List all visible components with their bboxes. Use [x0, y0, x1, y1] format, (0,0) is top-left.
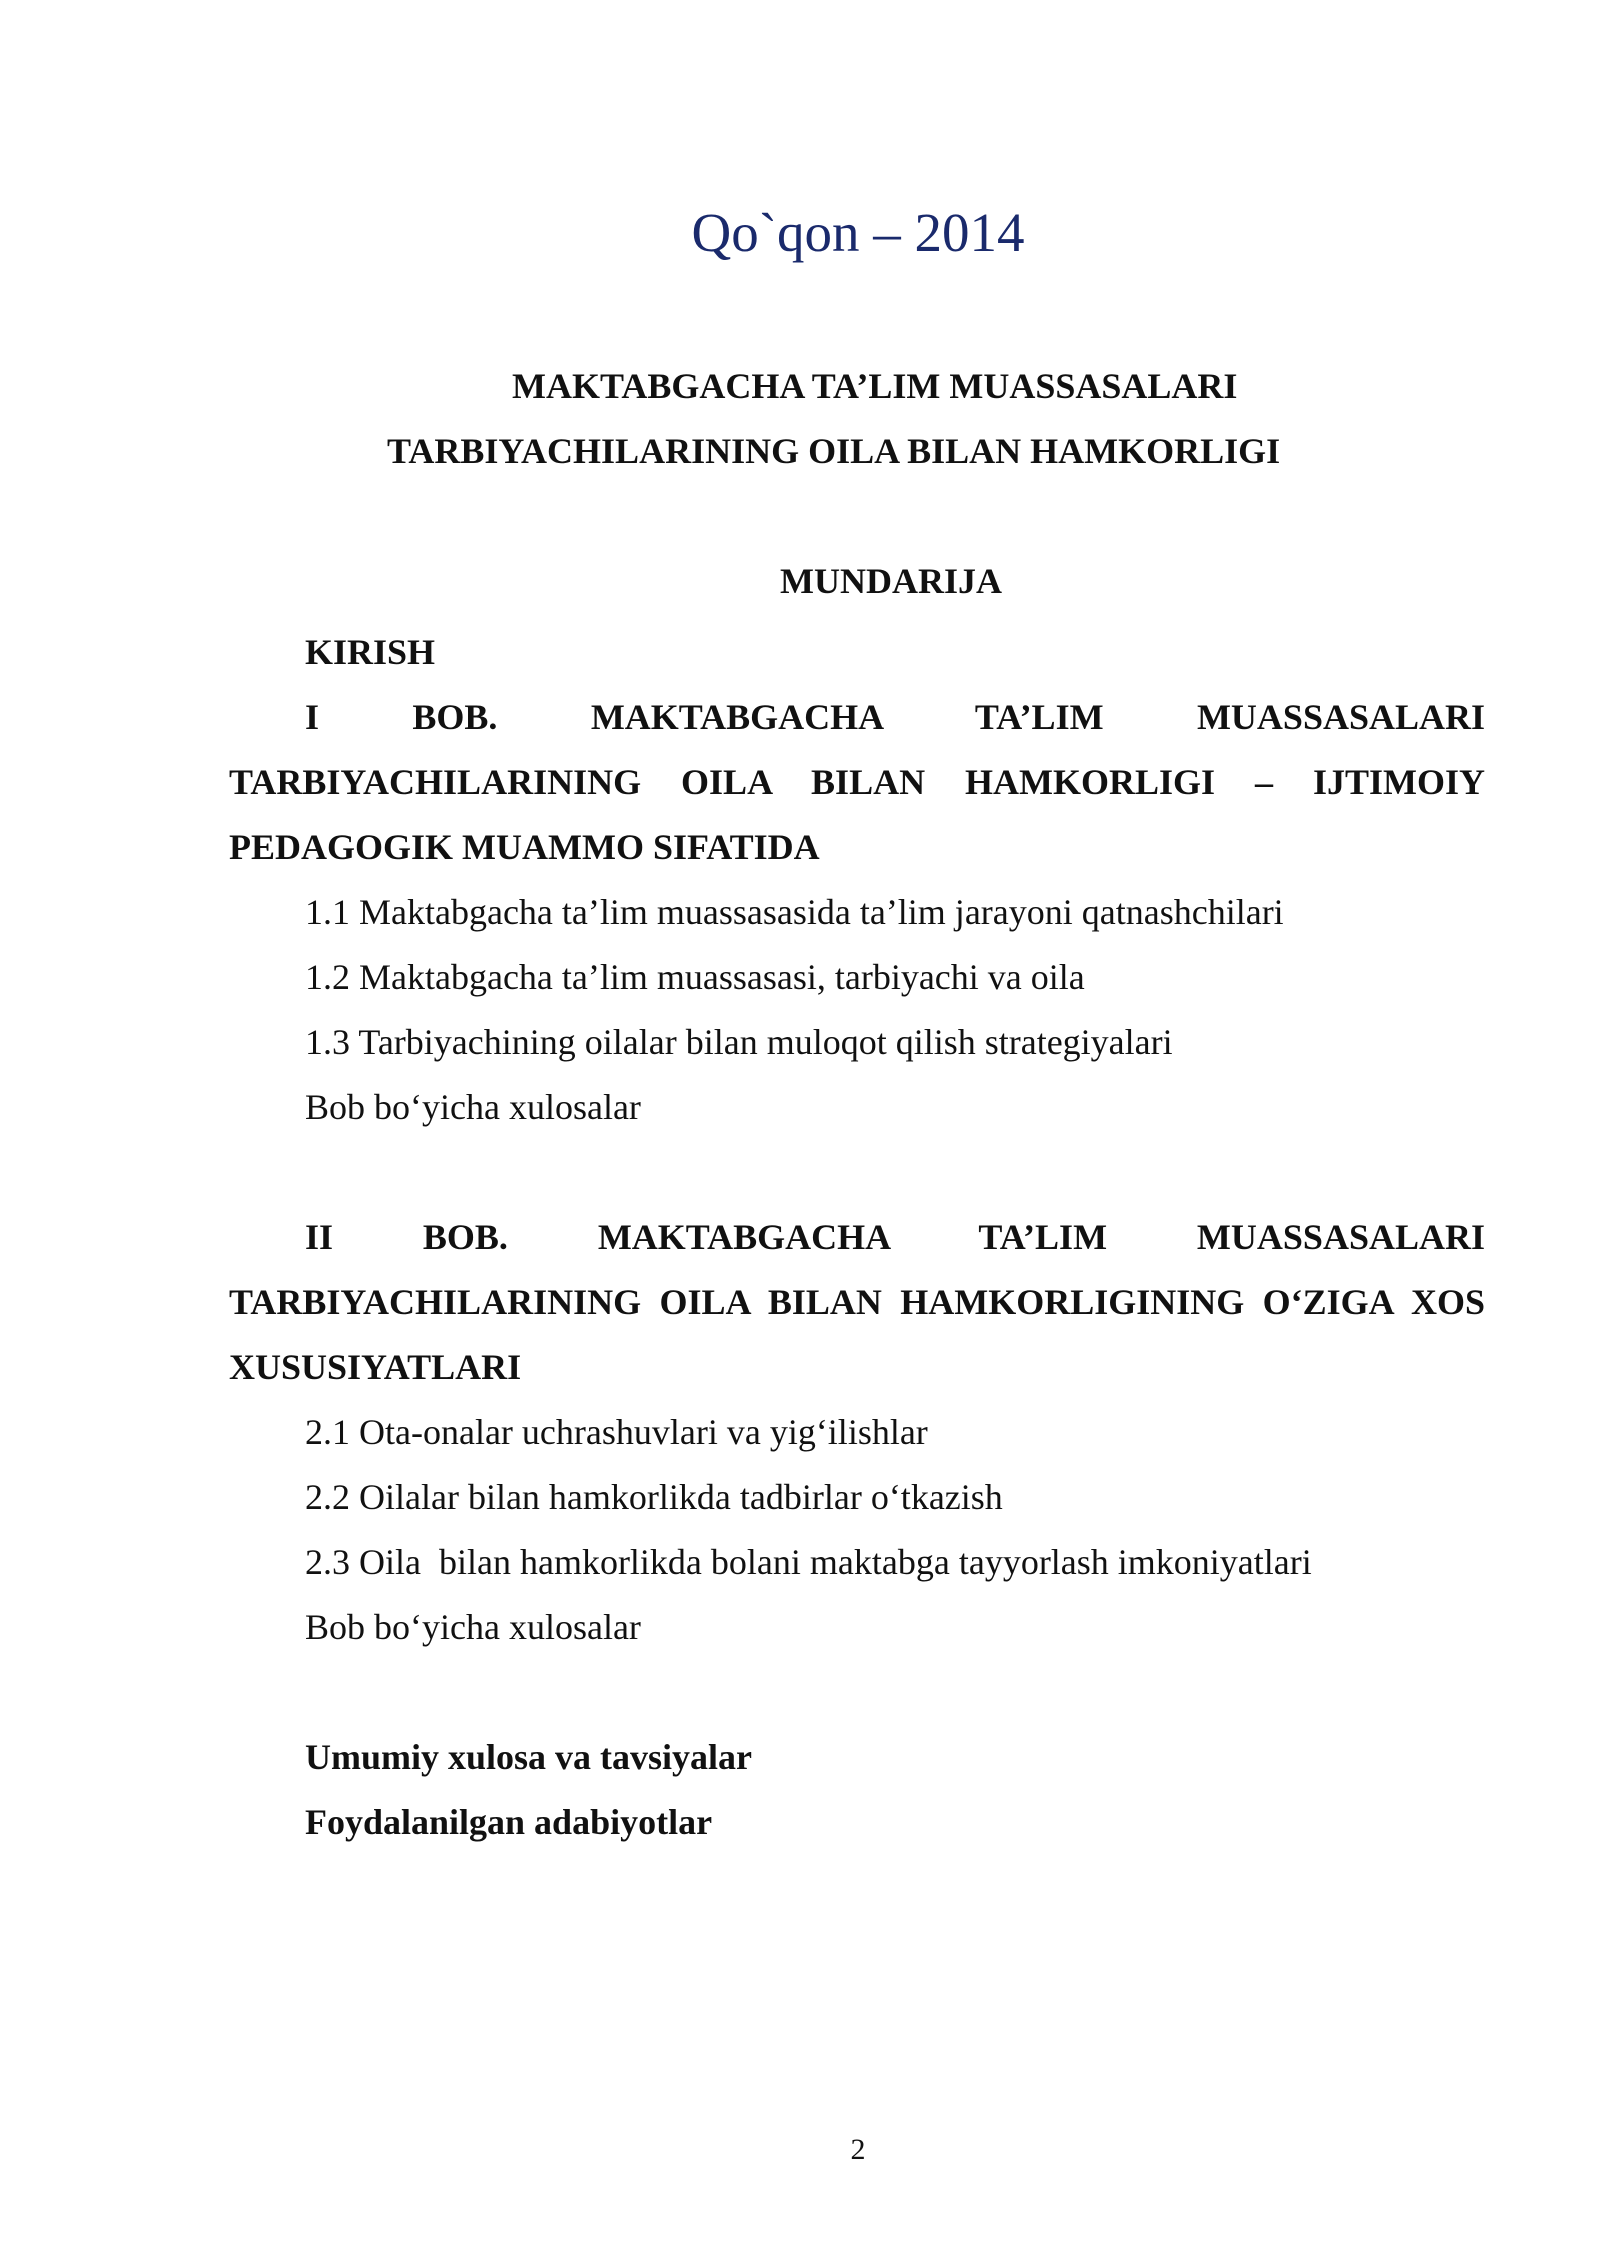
- toc-item: 2.2 Oilalar bilan hamkorlikda tadbirlar o‘tkazish: [305, 1477, 1003, 1517]
- page-number: 2: [850, 2133, 866, 2166]
- toc-chapter-1-conclusion: Bob bo‘yicha xulosalar: [305, 1087, 641, 1127]
- toc-heading: MUNDARIJA: [780, 561, 1002, 601]
- toc-item: 1.1 Maktabgacha ta’lim muassasasida ta’lim jarayoni qatnashchilari: [305, 892, 1284, 932]
- spacer: [229, 1140, 1485, 1205]
- toc-chapter-2-title: II BOB. MAKTABGACHA TA’LIM MUASSASALARI TARBIYACHILARINING OILA BILAN HAMKORLIGINING O‘ZIGA XOS XUSUSIYATLARI: [229, 1217, 1485, 1387]
- toc-item: 1.3 Tarbiyachining oilalar bilan muloqot qilish strategiyalari: [305, 1022, 1173, 1062]
- toc-intro: KIRISH: [305, 632, 436, 672]
- toc-chapter-2-conclusion: Bob bo‘yicha xulosalar: [305, 1607, 641, 1647]
- table-of-contents: [229, 620, 1485, 1855]
- toc-item: 1.2 Maktabgacha ta’lim muassasasi, tarbiyachi va oila: [305, 957, 1085, 997]
- toc-chapter-1-title: I BOB. MAKTABGACHA TA’LIM MUASSASALARI TARBIYACHILARINING OILA BILAN HAMKORLIGI – IJTIMOIY PEDAGOGIK MUAMMO SIFATIDA: [229, 697, 1485, 867]
- toc-references: Foydalanilgan adabiyotlar: [305, 1802, 713, 1842]
- toc-general-conclusion: Umumiy xulosa va tavsiyalar: [305, 1737, 753, 1777]
- document-title-line-2: TARBIYACHILARINING OILA BILAN HAMKORLIGI: [387, 431, 1281, 471]
- document-title-line-1: MAKTABGACHA TA’LIM MUASSASALARI: [512, 366, 1238, 406]
- toc-item: 2.3 Oila bilan hamkorlikda bolani maktabga tayyorlash imkoniyatlari: [305, 1542, 1312, 1582]
- city-year: Qo`qon – 2014: [691, 202, 1025, 263]
- toc-item: 2.1 Ota-onalar uchrashuvlari va yig‘ilishlar: [305, 1412, 928, 1452]
- spacer: [229, 1660, 1485, 1725]
